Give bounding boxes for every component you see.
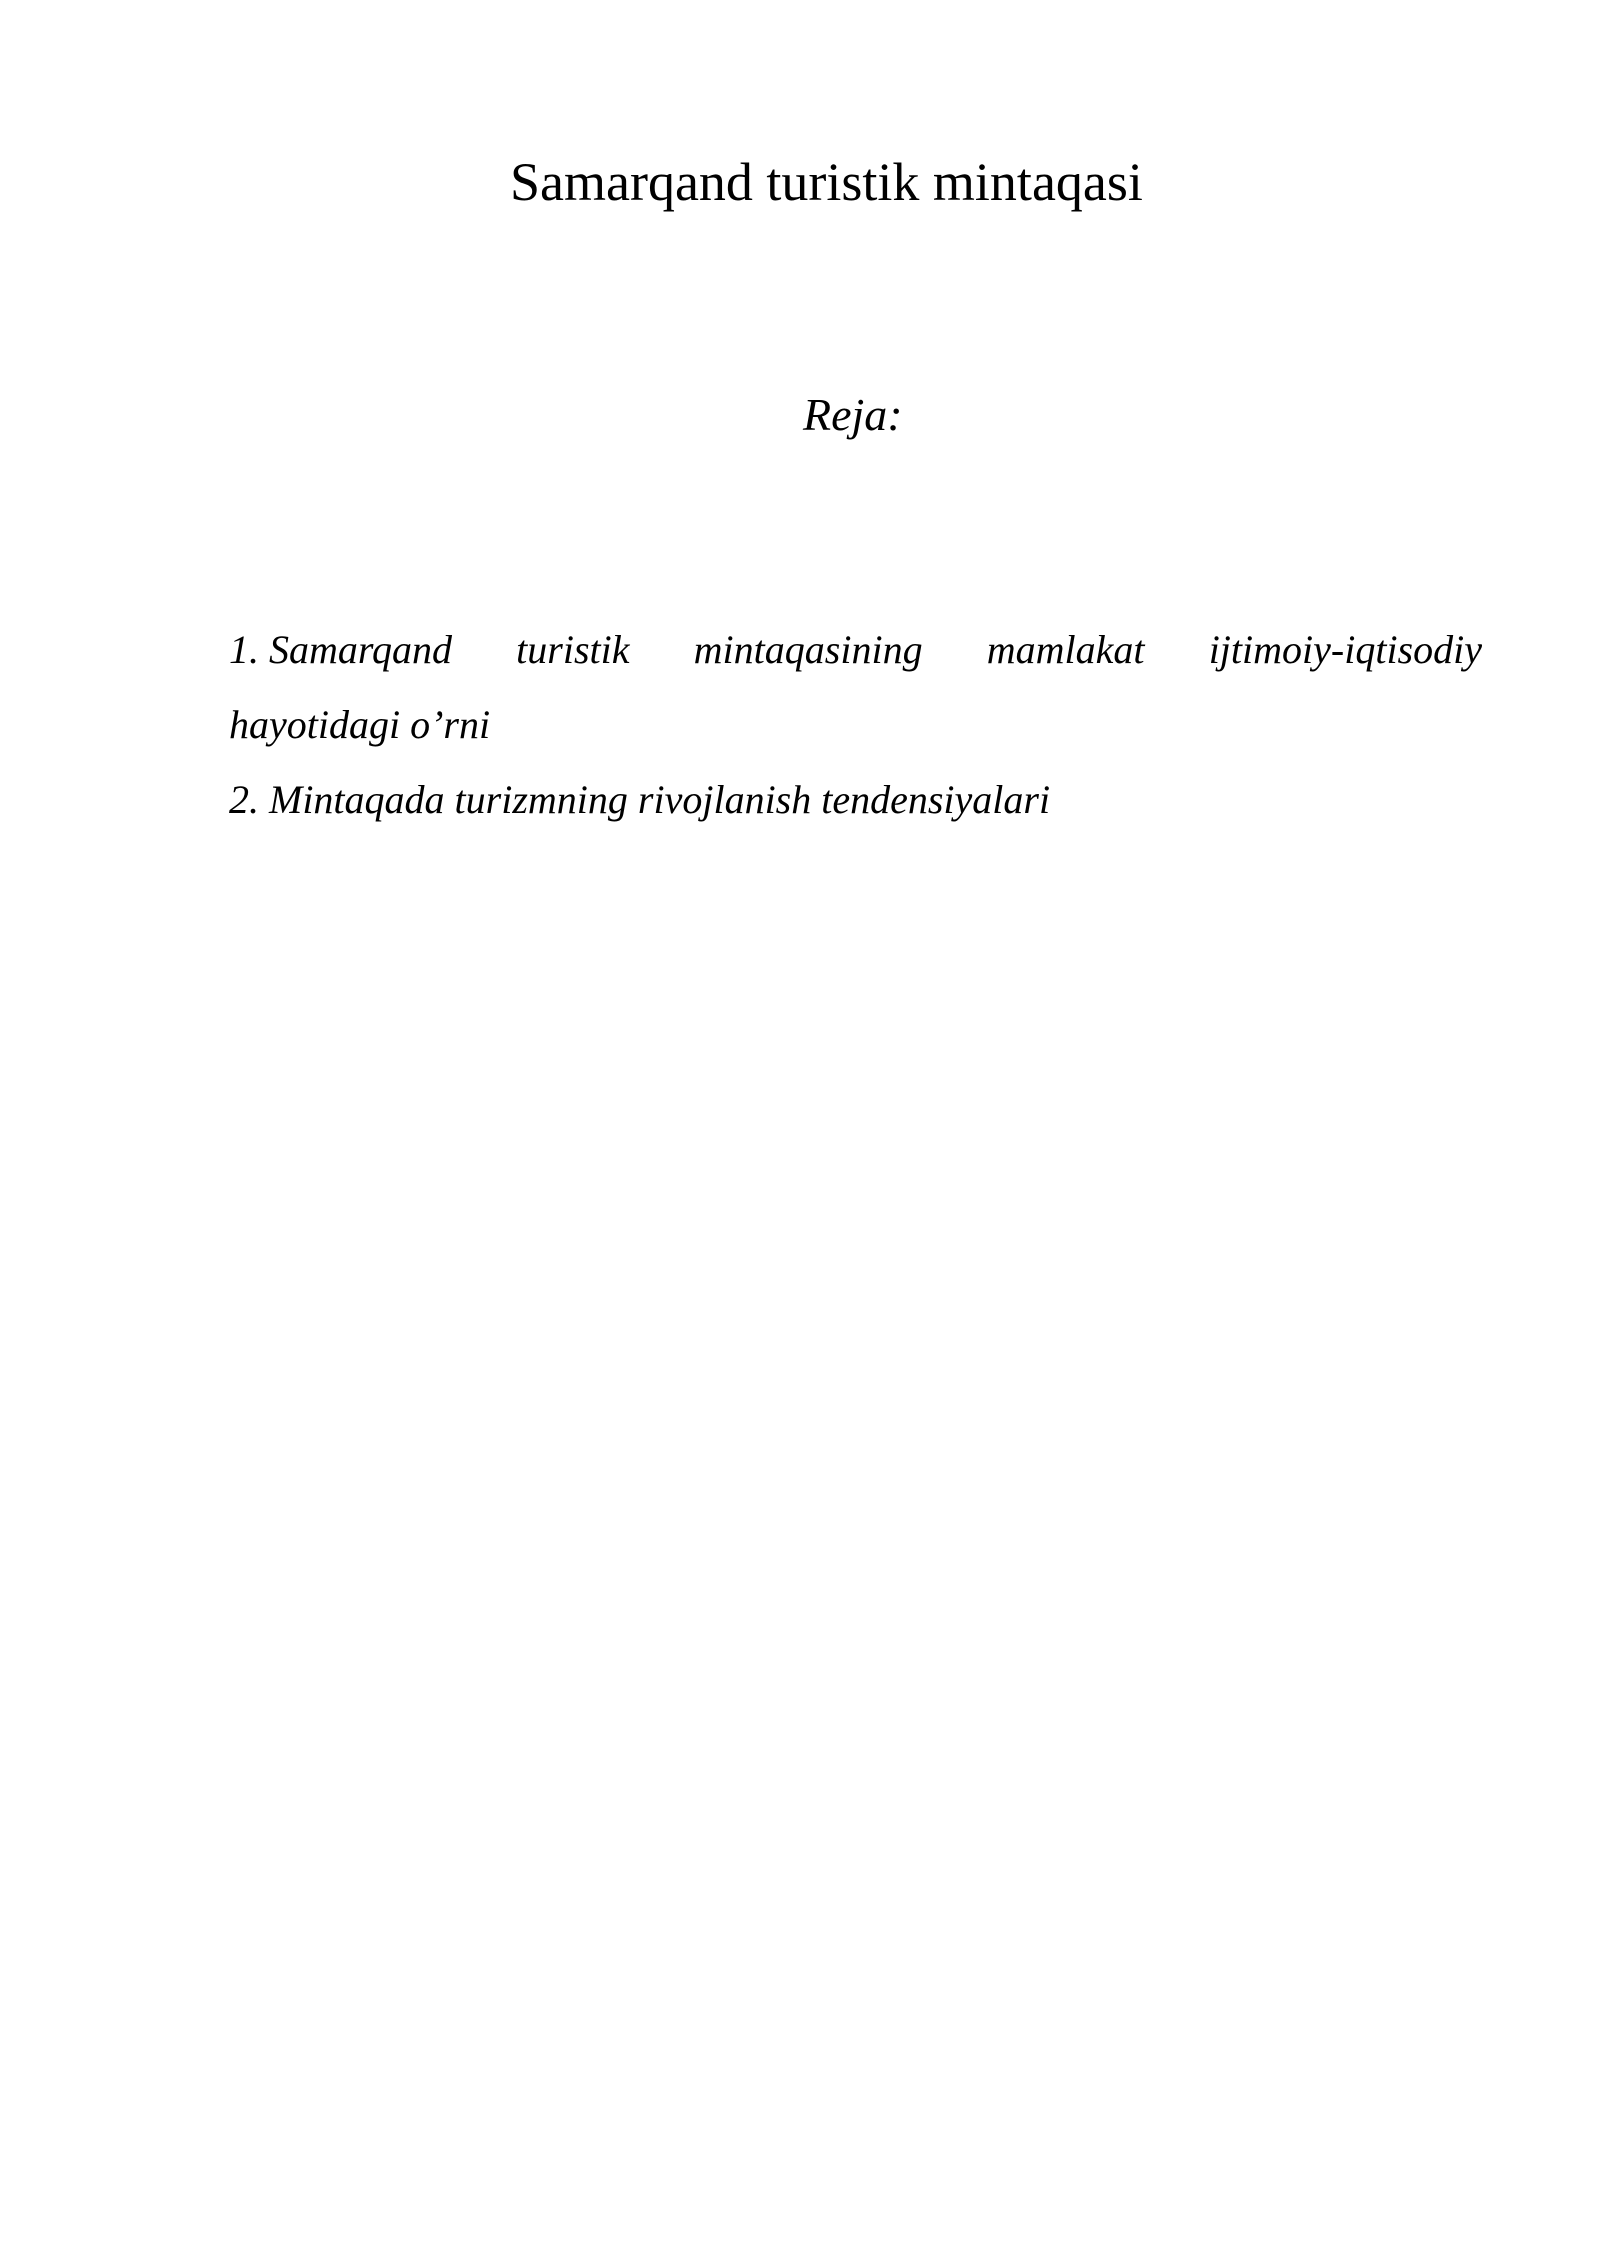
document-title: Samarqand turistik mintaqasi bbox=[510, 152, 1143, 212]
plan-heading: Reja: bbox=[803, 389, 903, 440]
plan-list bbox=[229, 612, 1482, 837]
plan-item-text: Mintaqada turizmning rivojlanish tendensiyalari bbox=[269, 777, 1051, 822]
plan-item-text-continuation: hayotidagi o’rni bbox=[229, 702, 491, 747]
plan-item-number: 2. bbox=[229, 777, 259, 822]
plan-item-1 bbox=[229, 612, 1482, 762]
plan-item-text: Samarqand turistik mintaqasining mamlakat ijtimoiy-iqtisodiy bbox=[269, 627, 1482, 672]
plan-item-2 bbox=[229, 762, 1482, 837]
plan-item-number: 1. bbox=[229, 627, 259, 672]
